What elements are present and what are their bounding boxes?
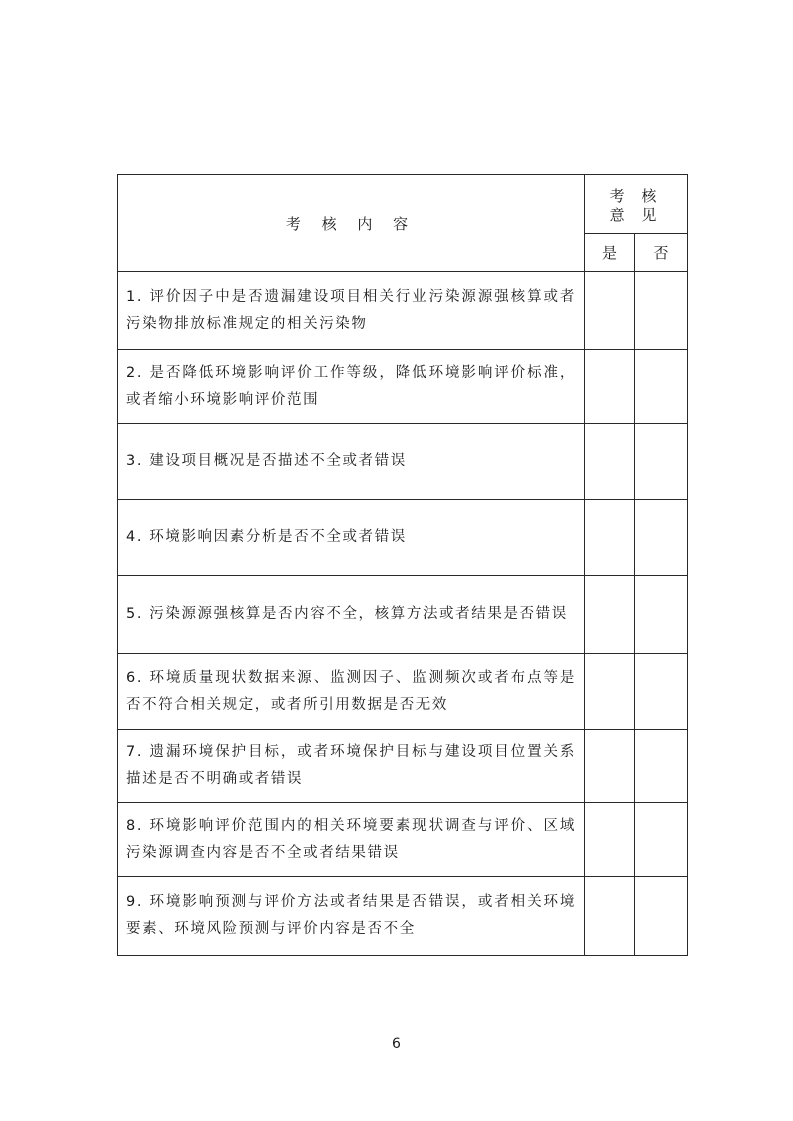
item-text-2: 2. 是否降低环境影响评价工作等级，降低环境影响评价标准，或者缩小环境影响评价范围 <box>118 350 585 424</box>
content-header: 考 核 内 容 <box>118 175 585 272</box>
no-header: 否 <box>635 234 688 272</box>
review-checklist-table <box>117 174 688 956</box>
table-row <box>118 272 688 350</box>
no-cell-1[interactable] <box>635 272 688 350</box>
item-text-3: 3. 建设项目概况是否描述不全或者错误 <box>118 424 585 500</box>
no-cell-4[interactable] <box>635 500 688 576</box>
item-text-8: 8. 环境影响评价范围内的相关环境要素现状调查与评价、区域污染源调查内容是否不全或者结果错误 <box>118 803 585 877</box>
no-cell-7[interactable] <box>635 730 688 803</box>
no-cell-2[interactable] <box>635 350 688 424</box>
opinion-header <box>585 175 688 234</box>
yes-cell-9[interactable] <box>585 877 635 956</box>
item-text-7: 7. 遗漏环境保护目标，或者环境保护目标与建设项目位置关系描述是否不明确或者错误 <box>118 730 585 803</box>
table-row <box>118 803 688 877</box>
table-row <box>118 350 688 424</box>
yes-cell-4[interactable] <box>585 500 635 576</box>
no-cell-6[interactable] <box>635 654 688 730</box>
table-row <box>118 730 688 803</box>
yes-header: 是 <box>585 234 635 272</box>
page-number: 6 <box>392 1036 401 1052</box>
item-text-9: 9. 环境影响预测与评价方法或者结果是否错误，或者相关环境要素、环境风险预测与评价内容是否不全 <box>118 877 585 956</box>
header-row <box>118 175 688 234</box>
opinion-header-line-1: 考 核 <box>609 187 663 205</box>
item-text-1: 1. 评价因子中是否遗漏建设项目相关行业污染源源强核算或者污染物排放标准规定的相关污染物 <box>118 272 585 350</box>
yes-cell-5[interactable] <box>585 576 635 654</box>
opinion-header-line-2: 意 见 <box>609 206 663 224</box>
no-cell-3[interactable] <box>635 424 688 500</box>
item-text-6: 6. 环境质量现状数据来源、监测因子、监测频次或者布点等是否不符合相关规定，或者所引用数据是否无效 <box>118 654 585 730</box>
item-text-5: 5. 污染源源强核算是否内容不全，核算方法或者结果是否错误 <box>118 576 585 654</box>
yes-cell-3[interactable] <box>585 424 635 500</box>
yes-cell-1[interactable] <box>585 272 635 350</box>
yes-cell-8[interactable] <box>585 803 635 877</box>
table-row <box>118 654 688 730</box>
table-row <box>118 424 688 500</box>
no-cell-9[interactable] <box>635 877 688 956</box>
table-row <box>118 576 688 654</box>
table-row <box>118 500 688 576</box>
item-text-4: 4. 环境影响因素分析是否不全或者错误 <box>118 500 585 576</box>
yes-cell-2[interactable] <box>585 350 635 424</box>
no-cell-5[interactable] <box>635 576 688 654</box>
table-row <box>118 877 688 956</box>
no-cell-8[interactable] <box>635 803 688 877</box>
yes-cell-7[interactable] <box>585 730 635 803</box>
yes-cell-6[interactable] <box>585 654 635 730</box>
